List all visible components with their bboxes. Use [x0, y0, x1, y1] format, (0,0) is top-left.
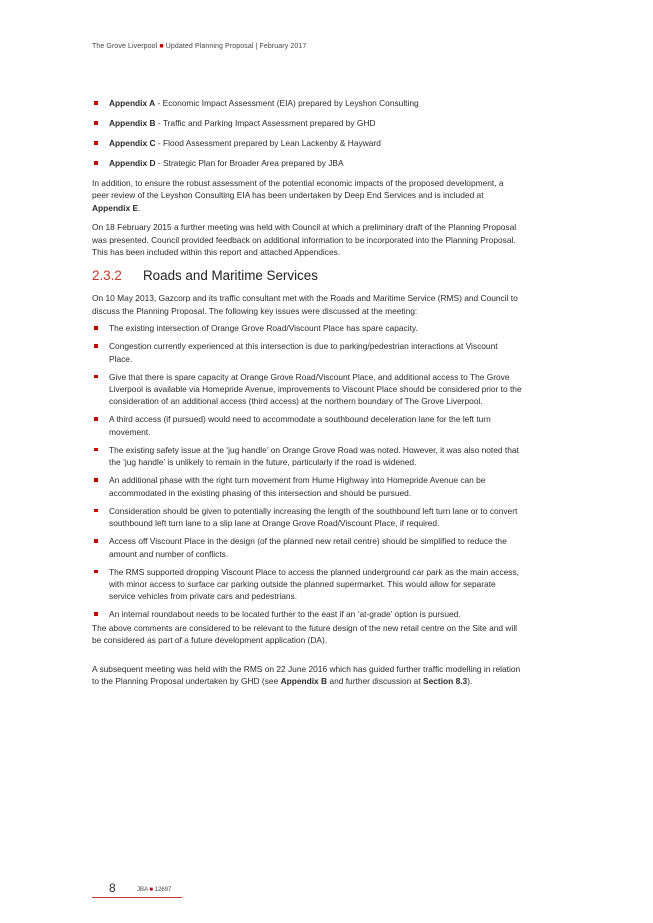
paragraph-intro: On 10 May 2013, Gazcorp and its traffic consultant met with the Roads and Maritime Service (RMS) and Council to discuss the Planning Proposal. The following key issues were discussed at the meeting: [92, 293, 518, 316]
square-bullet-icon [94, 141, 98, 145]
paragraph-peer-review: In addition, to ensure the robust assessment of the potential economic impacts of the proposed development, a peer review of the Leyshon Consulting EIA has been undertaken by Deep End Services and is included at Appendix E. [92, 178, 504, 213]
appendix-list [92, 97, 522, 169]
square-bullet-icon [94, 344, 98, 348]
list-item: The existing safety issue at the ‘jug handle’ on Orange Grove Road was noted. However, it was also noted that the ‘jug handle’ is unlikely to remain in the future, particularly if the road is widened. [92, 444, 522, 469]
square-bullet-icon [94, 509, 98, 513]
running-header [92, 43, 306, 50]
appendix-description: - Economic Impact Assessment (EIA) prepared by Leyshon Consulting [155, 98, 419, 108]
list-item: The RMS supported dropping Viscount Place to access the planned underground car park as the main access, with minor access to surface car parking outside the planned supermarket. This would allow for separate service vehicles from private cars and pedestrians. [92, 566, 522, 603]
list-item: A third access (if pursued) would need to accommodate a southbound deceleration lane for the left turn movement. [92, 413, 522, 438]
appendix-description: - Traffic and Parking Impact Assessment prepared by GHD [155, 118, 376, 128]
square-bullet-icon [94, 417, 98, 421]
square-bullet-icon [94, 539, 98, 543]
footer-reference: JBA ■ 12697 [137, 887, 172, 893]
paragraph-subsequent-meeting: A subsequent meeting was held with the RMS on 22 June 2016 which has guided further traffic modelling in relation to the Planning Proposal undertaken by GHD (see Appendix B and further discussion at Section 8.3). [92, 663, 521, 686]
list-item: Give that there is spare capacity at Orange Grove Road/Viscount Place, and additional access to The Grove Liverpool is available via Homepride Avenue, improvements to Viscount Place should be considered prior to the consideration of an additional access (third access) at the northern boundary of The Grove Liverpool. [92, 371, 522, 408]
list-item [92, 97, 522, 109]
page-footer [92, 881, 182, 898]
header-project: The Grove Liverpool [92, 43, 158, 50]
appendix-description: - Flood Assessment prepared by Lean Lackenby & Hayward [155, 138, 381, 148]
list-item: Congestion currently experienced at this intersection is due to parking/pedestrian interactions at Viscount Place. [92, 340, 522, 365]
list-item: An additional phase with the right turn movement from Hume Highway into Homepride Avenue can be accommodated in the existing phasing of this intersection and should be pursued. [92, 474, 522, 499]
list-item: Consideration should be given to potentially increasing the length of the southbound left turn lane or to convert southbound left turn lane to a slip lane at Orange Grove Road/Viscount Place, if required. [92, 505, 522, 530]
list-item [92, 117, 522, 129]
square-bullet-icon [94, 612, 98, 616]
appendix-b-ref: Appendix B [280, 675, 328, 686]
square-bullet-icon [94, 478, 98, 482]
square-bullet-icon [94, 121, 98, 125]
footer-separator-icon: ■ [149, 887, 153, 893]
list-item: An internal roundabout needs to be located further to the east if an ‘at-grade’ option is pursued. [92, 608, 522, 620]
page-number: 8 [109, 881, 116, 895]
square-bullet-icon [94, 375, 98, 379]
square-bullet-icon [94, 448, 98, 452]
square-bullet-icon [94, 570, 98, 574]
appendix-description: - Strategic Plan for Broader Area prepared by JBA [155, 158, 344, 168]
section-title: Roads and Maritime Services [143, 268, 318, 284]
appendix-label: Appendix B [109, 118, 156, 128]
square-bullet-icon [94, 101, 98, 105]
appendix-e-ref: Appendix E [92, 202, 139, 213]
paragraph-february-meeting: On 18 February 2015 a further meeting was held with Council at which a preliminary draft of the Planning Proposal was presented. Council provided feedback on additional information to be incorporated into the Planning Proposal. This has been included within this report and attached Appendices. [92, 222, 517, 258]
appendix-label: Appendix D [109, 158, 156, 168]
list-item [92, 157, 522, 169]
list-item [92, 137, 522, 149]
list-item: Access off Viscount Place in the design (of the planned new retail centre) should be simplified to reduce the amount and number of conflicts. [92, 535, 522, 560]
issues-list [92, 322, 522, 620]
list-item: The existing intersection of Orange Grove Road/Viscount Place has spare capacity. [92, 322, 522, 334]
section-heading [92, 268, 522, 284]
appendix-label: Appendix A [109, 98, 156, 108]
page-body [92, 97, 522, 694]
appendix-label: Appendix C [109, 138, 156, 148]
square-bullet-icon [94, 326, 98, 330]
square-bullet-icon [94, 161, 98, 165]
section-number: 2.3.2 [92, 268, 122, 284]
section-ref: Section 8.3 [423, 675, 468, 686]
paragraph-above-comments: The above comments are considered to be relevant to the future design of the new retail centre on the Site and will be considered as part of a future development application (DA). [92, 622, 518, 646]
header-separator-icon: ■ [159, 43, 164, 50]
header-doc-title: Updated Planning Proposal | February 2017 [165, 43, 307, 50]
